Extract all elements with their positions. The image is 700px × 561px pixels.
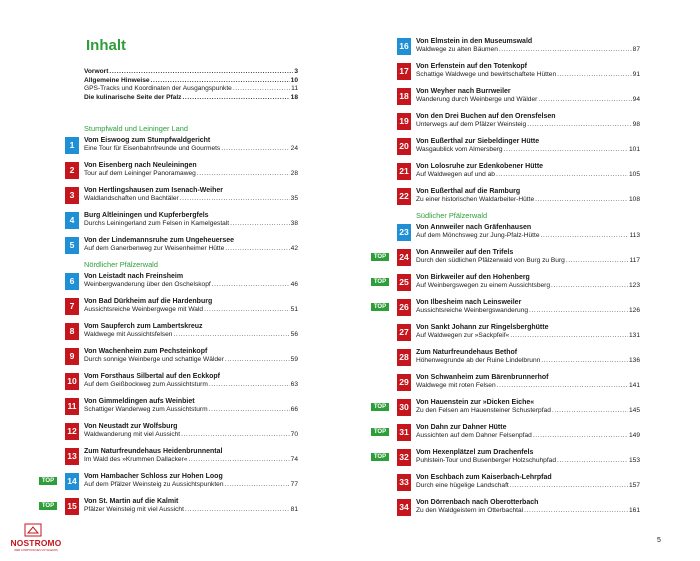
toc-entry[interactable]	[67, 372, 298, 392]
tour-number-badge: 8	[65, 323, 79, 340]
leader-dots	[497, 382, 628, 391]
tour-number-badge: 19	[397, 113, 411, 130]
toc-line-page: 10	[290, 76, 298, 84]
tour-subline	[416, 357, 640, 366]
leader-dots	[212, 281, 290, 290]
toc-entry[interactable]	[69, 322, 298, 342]
tour-subline	[84, 195, 298, 204]
tour-page: 145	[628, 407, 640, 414]
tour-subline	[416, 257, 640, 266]
leader-dots	[510, 482, 628, 491]
tour-subtitle: Auf Weinbergswegen zu einem Aussichtsberg	[416, 282, 551, 289]
tour-subline	[416, 232, 640, 241]
tour-page: 35	[290, 195, 298, 202]
tour-subtitle: Waldwege zu alten Bäumen	[416, 46, 498, 53]
tour-subline	[84, 456, 298, 465]
tour-subline	[416, 146, 640, 155]
tour-page: 63	[290, 381, 298, 388]
toc-line[interactable]	[84, 94, 298, 103]
tour-subtitle: Auf dem Mönchsweg zur Jung-Pfalz-Hütte	[416, 232, 540, 239]
tour-subline	[416, 46, 640, 55]
tour-title: Zum Naturfreundehaus Heidenbrunnental	[84, 448, 223, 455]
page-number: 5	[657, 537, 661, 544]
tour-subline	[84, 170, 298, 179]
tour-number-badge: 31	[397, 424, 411, 441]
tour-subline	[84, 281, 298, 290]
tour-page: 28	[290, 170, 298, 177]
tour-subline	[416, 432, 640, 441]
leader-dots	[151, 77, 290, 86]
leader-dots	[541, 232, 629, 241]
leader-dots	[527, 121, 631, 130]
tour-number-badge: 4	[65, 212, 79, 229]
toc-entry[interactable]	[373, 248, 640, 268]
toc-entry[interactable]	[69, 186, 298, 206]
tour-number-badge: 16	[397, 38, 411, 55]
leader-dots	[566, 257, 629, 266]
tour-subtitle: Durch den südlichen Pfälzerwald von Burg zu Burg	[416, 257, 565, 264]
tour-page: 149	[628, 432, 640, 439]
tour-subline	[416, 196, 640, 205]
tour-title: Von St. Martin auf die Kalmit	[84, 498, 179, 505]
toc-entry[interactable]	[399, 112, 640, 132]
toc-entry[interactable]	[69, 347, 298, 367]
logo-tagline: WEB COMPTOIR DES VOYAGEURS	[14, 549, 58, 552]
toc-entry[interactable]	[69, 136, 298, 156]
tour-subtitle: Zu den Felsen am Hauensteiner Schusterpfad	[416, 407, 551, 414]
tour-subline	[416, 482, 640, 491]
tour-title: Von Leistadt nach Freinsheim	[84, 273, 184, 280]
tour-page: 91	[632, 71, 640, 78]
top-badge: TOP	[39, 502, 57, 510]
tour-title: Vom Hambacher Schloss zur Hohen Loog	[84, 473, 223, 480]
toc-entry[interactable]	[373, 423, 640, 443]
tour-page: 70	[290, 431, 298, 438]
tour-title: Von Annweiler nach Gräfenhausen	[416, 224, 532, 231]
toc-entry[interactable]	[69, 211, 298, 231]
leader-dots	[204, 306, 290, 315]
tour-subline	[84, 481, 298, 490]
tour-number-badge: 5	[65, 237, 79, 254]
tour-subline	[84, 506, 298, 515]
tour-title: Von Elmstein in den Museumswald	[416, 38, 533, 45]
tour-number-badge: 22	[397, 188, 411, 205]
toc-entry[interactable]	[399, 187, 640, 207]
tour-subtitle: Wanderung durch Weinberge und Wälder	[416, 96, 538, 103]
tour-page: 42	[290, 245, 298, 252]
toc-entry[interactable]	[67, 447, 298, 467]
tour-subline	[84, 381, 298, 390]
tour-subline	[84, 331, 298, 340]
tour-subtitle: Höhenwegrunde ab der Ruine Lindelbrunn	[416, 357, 541, 364]
tour-title: Von Hauenstein zur »Dicken Eiche«	[416, 399, 535, 406]
tour-page: 38	[290, 220, 298, 227]
tour-page: 56	[290, 331, 298, 338]
tour-page: 59	[290, 356, 298, 363]
tour-page: 51	[290, 306, 298, 313]
leader-dots	[557, 71, 632, 80]
tour-subline	[84, 245, 298, 254]
tour-subtitle: Im Wald des »Krummen Dallacker«	[84, 456, 188, 463]
tour-title: Von Schwanheim zum Bärenbrunnerhof	[416, 374, 549, 381]
top-badge: TOP	[39, 477, 57, 485]
tour-subtitle: Durch eine hügelige Landschaft	[416, 482, 509, 489]
tour-page: 101	[628, 146, 640, 153]
leader-dots	[209, 406, 290, 415]
tour-page: 24	[290, 145, 298, 152]
tour-title: Von Dörrenbach nach Oberotterbach	[416, 499, 539, 506]
tour-subline	[416, 382, 640, 391]
tour-page: 136	[628, 357, 640, 364]
tour-title: Vom Saupferch zum Lambertskreuz	[84, 323, 203, 330]
tour-page: 157	[628, 482, 640, 489]
leader-dots	[552, 407, 628, 416]
top-badge: TOP	[371, 453, 389, 461]
tour-number-badge: 33	[397, 474, 411, 491]
leader-dots	[109, 68, 293, 77]
tour-page: 108	[628, 196, 640, 203]
tour-subtitle: Schattige Waldwege und bewirtschaftete Hütten	[416, 71, 557, 78]
tour-number-badge: 9	[65, 348, 79, 365]
leader-dots	[533, 432, 628, 441]
leader-dots	[496, 171, 628, 180]
tour-title: Von Neustadt zur Wolfsburg	[84, 423, 178, 430]
leader-dots	[180, 195, 290, 204]
tour-subtitle: Zu einer historischen Waldarbeiter-Hütte	[416, 196, 535, 203]
toc-line-page: 18	[290, 93, 298, 101]
tour-number-badge: 14	[65, 473, 79, 490]
tour-subline	[84, 406, 298, 415]
tour-number-badge: 17	[397, 63, 411, 80]
tour-number-badge: 20	[397, 138, 411, 155]
toc-entry[interactable]	[399, 323, 640, 343]
leader-dots	[209, 381, 290, 390]
tour-number-badge: 29	[397, 374, 411, 391]
tour-number-badge: 28	[397, 349, 411, 366]
tour-number-badge: 32	[397, 449, 411, 466]
tour-subline	[84, 306, 298, 315]
leader-dots	[535, 196, 628, 205]
toc-entry[interactable]	[41, 472, 298, 492]
tour-number-badge: 18	[397, 88, 411, 105]
toc-entry[interactable]	[399, 223, 640, 243]
tour-title: Von Eschbach zum Kaiserbach-Lehrpfad	[416, 474, 552, 481]
tour-subtitle: Zu den Waldgeistern im Otterbachtal	[416, 507, 524, 514]
tour-number-badge: 2	[65, 162, 79, 179]
leader-dots	[188, 456, 289, 465]
tour-subline	[416, 407, 640, 416]
leader-dots	[225, 356, 290, 365]
leader-dots	[538, 96, 631, 105]
tour-subtitle: Auf Waldwegen zur »Sackpfeif«	[416, 332, 510, 339]
tour-title: Von Annweiler auf den Trifels	[416, 249, 514, 256]
tour-title: Von Wachenheim zum Pechsteinkopf	[84, 348, 208, 355]
leader-dots	[181, 431, 290, 440]
toc-line-page: 3	[294, 68, 298, 75]
tour-number-badge: 3	[65, 187, 79, 204]
tour-page: 94	[632, 96, 640, 103]
tour-subtitle: Aussichten auf dem Dahner Felsenpfad	[416, 432, 532, 439]
tour-number-badge: 1	[65, 137, 79, 154]
toc-entry[interactable]	[373, 273, 640, 293]
front-matter-list	[84, 68, 298, 112]
tour-title: Von Dahn zur Dahner Hütte	[416, 424, 507, 431]
toc-entry[interactable]	[399, 37, 640, 57]
leader-dots	[504, 146, 628, 155]
toc-entry[interactable]	[67, 397, 298, 417]
tour-subtitle: Tour auf dem Leininger Panoramaweg	[84, 170, 196, 177]
tour-subtitle: Waldwege mit Aussichtsfelsen	[84, 331, 173, 338]
tour-number-badge: 10	[65, 373, 79, 390]
toc-line-text: GPS-Tracks und Koordinaten der Ausgangspunkte	[84, 85, 232, 93]
tour-number-badge: 30	[397, 399, 411, 416]
toc-entry[interactable]	[399, 137, 640, 157]
leader-dots	[221, 145, 289, 154]
tour-subline	[416, 507, 640, 516]
tour-subline	[416, 71, 640, 80]
tour-subline	[416, 121, 640, 130]
toc-entry[interactable]	[69, 161, 298, 181]
tour-title: Von Gimmeldingen aufs Weinbiet	[84, 398, 195, 405]
tour-title: Vom Eiswoog zum Stumpfwaldgericht	[84, 137, 211, 144]
leader-dots	[529, 307, 628, 316]
tour-title: Vom Hexenplätzel zum Drachenfels	[416, 449, 534, 456]
leader-dots	[197, 170, 290, 179]
tour-page: 105	[628, 171, 640, 178]
toc-entry[interactable]	[399, 473, 640, 493]
house-stamp-icon	[24, 523, 42, 537]
leader-dots	[541, 357, 628, 366]
tour-subtitle: Waldlandschaften und Bachtäler	[84, 195, 179, 202]
tour-number-badge: 6	[65, 273, 79, 290]
tour-subtitle: Auf Waldwegen auf und ab	[416, 171, 495, 178]
logo-brand: NOSTROMO	[10, 538, 62, 548]
toc-entry[interactable]	[399, 162, 640, 182]
toc-line-text: Allgemeine Hinweise	[84, 76, 150, 84]
tour-number-badge: 24	[397, 249, 411, 266]
leader-dots	[185, 506, 290, 515]
tour-page: 126	[628, 307, 640, 314]
tour-subline	[84, 220, 298, 229]
tour-subtitle: Waldwanderung mit viel Aussicht	[84, 431, 181, 438]
leader-dots	[230, 220, 290, 229]
leader-dots	[182, 94, 289, 103]
toc-entry[interactable]	[41, 497, 298, 517]
toc-line-page: 11	[291, 85, 298, 93]
leader-dots	[173, 331, 289, 340]
leader-dots	[225, 481, 290, 490]
toc-entry[interactable]	[67, 422, 298, 442]
tour-subtitle: Auf dem Ganerbenweg zur Weisenheimer Hütte	[84, 245, 225, 252]
tour-title: Von Weyher nach Burrweiler	[416, 88, 511, 95]
tour-subtitle: Pfälzer Weinsteig mit viel Aussicht	[84, 506, 184, 513]
tour-subtitle: Aussichtsreiche Weinbergwege mit Wald	[84, 306, 204, 313]
tour-page: 153	[628, 457, 640, 464]
tour-subtitle: Wasgaublick vom Almersberg	[416, 146, 503, 153]
top-badge: TOP	[371, 253, 389, 261]
tour-page: 87	[632, 46, 640, 53]
toc-line[interactable]	[84, 77, 298, 86]
toc-entry[interactable]	[373, 448, 640, 468]
tour-subtitle: Auf dem Geißbockweg zum Aussichtsturm	[84, 381, 208, 388]
tour-page: 113	[629, 232, 640, 239]
tour-title: Von Sankt Johann zur Ringelsberghütte	[416, 324, 549, 331]
tour-subtitle: Waldwege mit roten Felsen	[416, 382, 496, 389]
tour-subtitle: Eine Tour für Eisenbahnfreunde und Gourmets	[84, 145, 221, 152]
tour-subline	[416, 332, 640, 341]
tour-number-badge: 27	[397, 324, 411, 341]
tour-number-badge: 34	[397, 499, 411, 516]
tour-page: 77	[290, 481, 298, 488]
top-badge: TOP	[371, 428, 389, 436]
nostromo-logo	[6, 523, 66, 556]
tour-subtitle: Durch sonnige Weinberge und schattige Wälder	[84, 356, 224, 363]
leader-dots	[510, 332, 628, 341]
leader-dots	[225, 245, 289, 254]
tour-title: Von Bad Dürkheim auf die Hardenburg	[84, 298, 213, 305]
section-heading-suedlich: Südlicher Pfälzerwald	[416, 211, 488, 220]
tour-number-badge: 15	[65, 498, 79, 515]
tour-title: Von Eußerthal auf die Ramburg	[416, 188, 521, 195]
leader-dots	[499, 46, 632, 55]
tour-subtitle: Auf dem Pfälzer Weinsteig zu Aussichtspunkten	[84, 481, 224, 488]
tour-subline	[84, 145, 298, 154]
leader-dots	[524, 507, 628, 516]
tour-title: Vom Forsthaus Silbertal auf den Eckkopf	[84, 373, 221, 380]
tour-page: 117	[629, 257, 640, 264]
tour-title: Von Eußerthal zur Siebeldinger Hütte	[416, 138, 540, 145]
tour-page: 141	[628, 382, 640, 389]
toc-entry[interactable]	[399, 498, 640, 518]
tour-page: 46	[290, 281, 298, 288]
toc-line[interactable]	[84, 68, 298, 77]
toc-entry[interactable]	[399, 373, 640, 393]
tour-subline	[416, 457, 640, 466]
toc-entry[interactable]	[399, 348, 640, 368]
tour-subtitle: Unterwegs auf dem Pfälzer Weinsteig	[416, 121, 527, 128]
section-heading-noerdlich: Nördlicher Pfälzerwald	[84, 260, 158, 269]
tour-page: 131	[628, 332, 640, 339]
toc-entry[interactable]	[69, 272, 298, 292]
tour-subline	[84, 431, 298, 440]
tour-number-badge: 11	[65, 398, 79, 415]
tour-number-badge: 12	[65, 423, 79, 440]
toc-line[interactable]	[84, 85, 298, 94]
top-badge: TOP	[371, 303, 389, 311]
tour-title: Von Erfenstein auf den Totenkopf	[416, 63, 527, 70]
tour-title: Von der Lindemannsruhe zum Ungeheuersee	[84, 237, 235, 244]
toc-entry[interactable]	[399, 62, 640, 82]
tour-number-badge: 13	[65, 448, 79, 465]
tour-subline	[416, 171, 640, 180]
toc-entry[interactable]	[69, 297, 298, 317]
tour-page: 81	[290, 506, 298, 513]
tour-subline	[84, 356, 298, 365]
tour-subtitle: Aussichtsreiche Weinbergswanderung	[416, 307, 529, 314]
tour-title: Von Ilbesheim nach Leinsweiler	[416, 299, 522, 306]
tour-subtitle: Weinbergwanderung über den Oschelskopf	[84, 281, 211, 288]
top-badge: TOP	[371, 278, 389, 286]
tour-subline	[416, 96, 640, 105]
tour-subtitle: Puhlstein-Tour und Busenberger Holzschuhpfad	[416, 457, 557, 464]
tour-subtitle: Durchs Leiningerland zum Felsen in Kamelgestalt	[84, 220, 230, 227]
tour-number-badge: 7	[65, 298, 79, 315]
tour-page: 98	[632, 121, 640, 128]
tour-number-badge: 23	[397, 224, 411, 241]
tour-title: Von Hertlingshausen zum Isenach-Weiher	[84, 187, 223, 194]
toc-entry[interactable]	[373, 298, 640, 318]
tour-subline	[416, 282, 640, 291]
page-title: Inhalt	[86, 37, 126, 54]
leader-dots	[551, 282, 628, 291]
tour-title: Zum Naturfreundehaus Bethof	[416, 349, 518, 356]
section-heading-stumpfwald: Stumpfwald und Leininger Land	[84, 124, 188, 133]
leader-dots	[233, 85, 290, 94]
tour-number-badge: 25	[397, 274, 411, 291]
toc-line-text: Vorwort	[84, 68, 109, 75]
toc-entry[interactable]	[373, 398, 640, 418]
leader-dots	[557, 457, 628, 466]
tour-page: 74	[290, 456, 298, 463]
tour-title: Von Birkweiler auf den Hohenberg	[416, 274, 530, 281]
tour-number-badge: 21	[397, 163, 411, 180]
tour-number-badge: 26	[397, 299, 411, 316]
tour-title: Von Eisenberg nach Neuleiningen	[84, 162, 197, 169]
tour-page: 66	[290, 406, 298, 413]
tour-page: 161	[628, 507, 640, 514]
toc-entry[interactable]	[69, 236, 298, 256]
tour-title: Burg Altleiningen und Kupferbergfels	[84, 212, 209, 219]
toc-entry[interactable]	[399, 87, 640, 107]
tour-subtitle: Schattiger Wanderweg zum Aussichtsturm	[84, 406, 208, 413]
top-badge: TOP	[371, 403, 389, 411]
tour-page: 123	[628, 282, 640, 289]
tour-subline	[416, 307, 640, 316]
tour-title: Von Lolosruhe zur Edenkobener Hütte	[416, 163, 544, 170]
tour-title: Von den Drei Buchen auf den Orensfelsen	[416, 113, 556, 120]
toc-line-text: Die kulinarische Seite der Pfalz	[84, 93, 182, 101]
